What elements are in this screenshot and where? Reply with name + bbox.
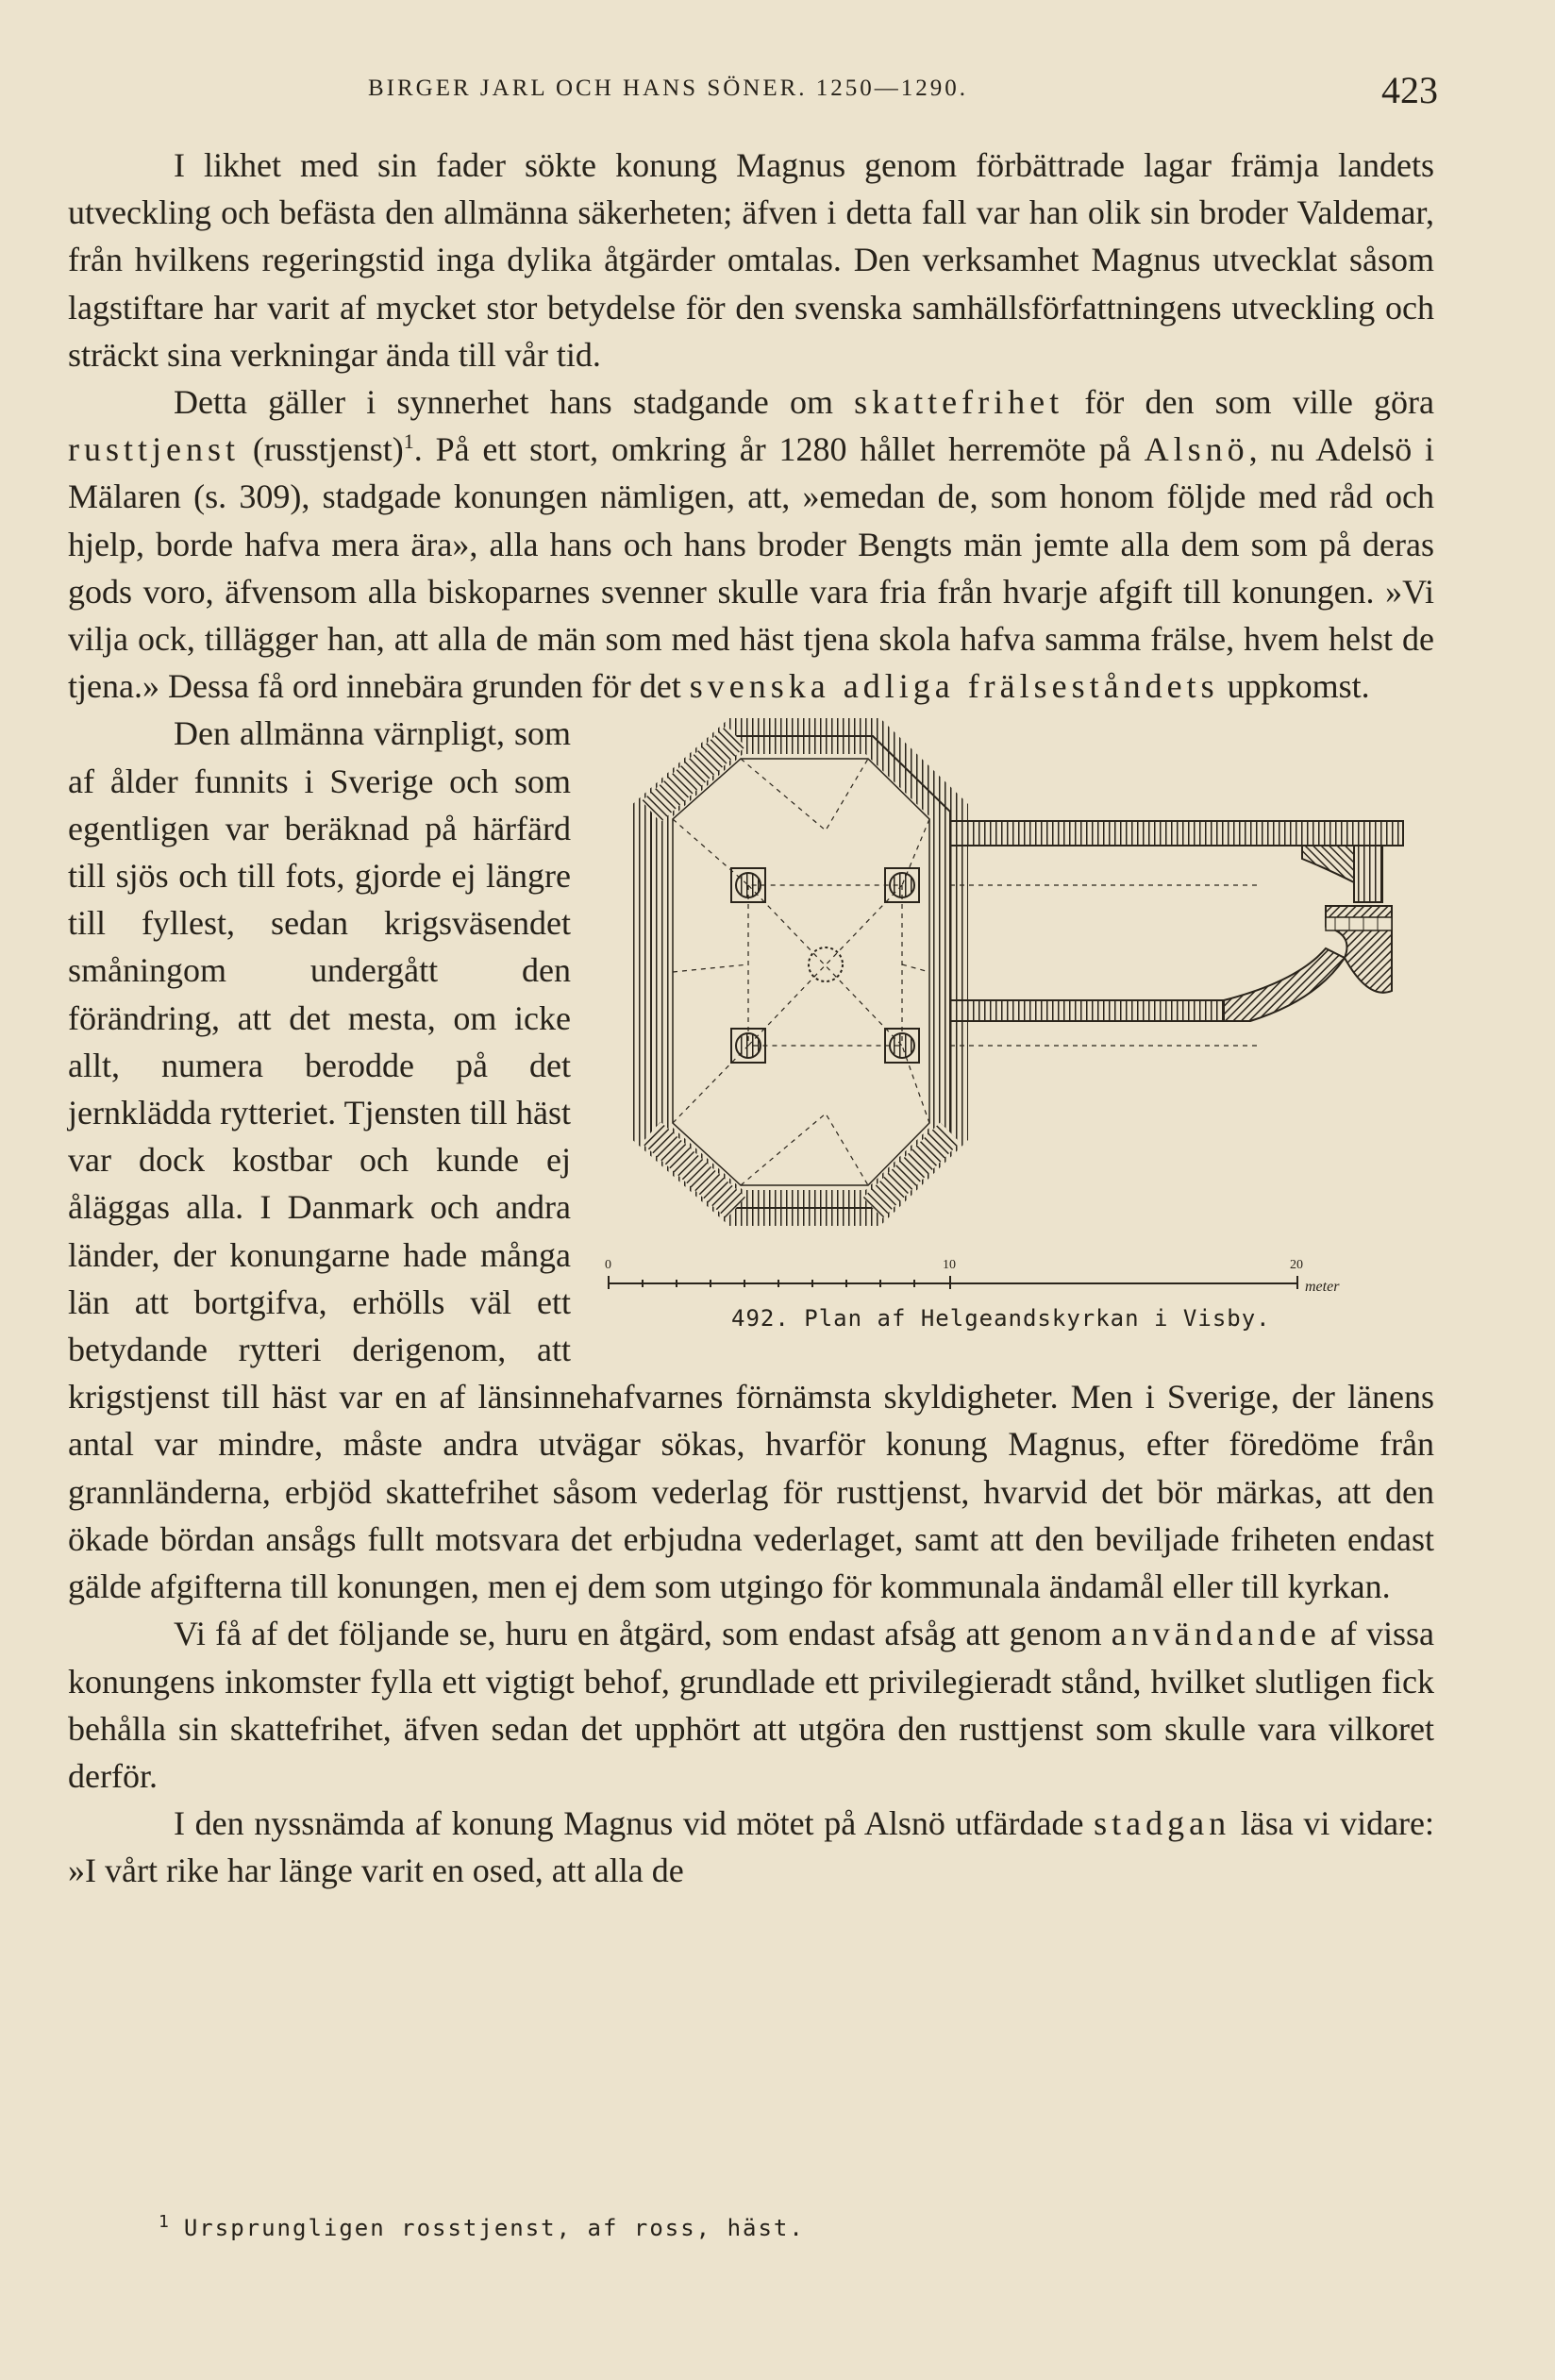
running-title: BIRGER JARL OCH HANS SÖNER. 1250—1290.	[368, 75, 969, 101]
p2-text-c: (russtjenst)	[252, 430, 404, 469]
footnote-text: Ursprungligen rosstjenst, af ross, häst.	[183, 2215, 805, 2241]
p2-text-d: . På ett stort, omkring år 1280 hållet herremöte på	[413, 430, 1131, 469]
scale-label-twenty: 20	[1290, 1258, 1303, 1273]
term-stadgan: stadgan	[1094, 1804, 1231, 1843]
page-header	[68, 70, 1438, 123]
p5-text-b: läsa vi vidare: »I vårt rike har länge varit en osed, att alla de	[68, 1804, 1435, 1890]
church-plan-figure	[599, 717, 1434, 1344]
p4-text-a: Vi få af det följande se, huru en åtgärd, som endast afsåg att genom	[174, 1615, 1102, 1653]
scale-label-zero: 0	[605, 1258, 611, 1273]
place-alsno: Alsnö	[1144, 430, 1249, 469]
footnote-mark: 1	[159, 2212, 171, 2232]
term-adliga-fralsestandets: svenska adliga frälseståndets	[689, 667, 1219, 706]
paragraph-2	[68, 378, 1434, 710]
figure-caption: 492. Plan af Helgeandskyrkan i Visby.	[731, 1305, 1271, 1332]
p2-text-e: , nu Adelsö i Mälaren (s. 309), stadgade konungen nämligen, att, »emedan de, som honom följde med råd och hjelp, borde hafva mera ära», alla hans och hans broder Bengts män jemte alla dem som på deras gods voro, äfvensom alla biskoparnes svenner skulle vara fria från hvarje afgift till konungen. »Vi vilja ock, tillägger han, att alla de män som med häst tjena skola hafva samma frälse, hvem helst de tjena.» Dessa få ord innebära grunden för det	[68, 430, 1435, 706]
footnote	[159, 2212, 805, 2241]
scale-bar	[609, 1276, 1297, 1289]
octagon-walls	[651, 736, 950, 1208]
paragraph-5	[68, 1800, 1434, 1894]
church-plan-drawing	[599, 717, 1434, 1344]
page-number: 423	[1381, 69, 1438, 111]
p4-text-b: af vissa konungens inkomster fylla ett vigtigt behof, grundlade ett privilegieradt stånd, hvilket slutligen fick behålla sin skattefrihet, äfven sedan det upphört att utgöra den rusttjenst som skulle vara vilkoret derför.	[68, 1615, 1435, 1795]
body-text	[68, 142, 1434, 1895]
piers	[731, 868, 919, 1063]
paragraph-1: I likhet med sin fader sökte konung Magnus genom förbättrade lagar främja landets utveckling och befästa den allmänna säkerheten; äfven i detta fall var han olik sin broder Valdemar, från hvilkens regeringstid inga dylika åtgärder omtalas. Den verksamhet Magnus utvecklat såsom lagstiftare har varit af mycket stor betydelse för den svenska samhällsförfattningens utveckling och sträckt sina verkningar ända till vår tid.	[68, 146, 1434, 374]
p2-text-a: Detta gäller i synnerhet hans stadgande om	[174, 383, 833, 422]
scale-unit: meter	[1305, 1279, 1340, 1296]
paragraph-4	[68, 1610, 1434, 1800]
footnote-ref[interactable]: 1	[403, 429, 414, 454]
term-rusttjenst: rusttjenst	[68, 430, 240, 469]
term-anvandande: användande	[1111, 1615, 1321, 1653]
p2-text-f: uppkomst.	[1227, 667, 1370, 706]
term-skattefrihet: skattefrihet	[854, 383, 1064, 422]
p5-text-a: I den nyssnämda af konung Magnus vid mötet på Alsnö utfärdade	[174, 1804, 1084, 1843]
p2-text-b: för den som ville göra	[1084, 383, 1435, 422]
paragraph-3: Den allmänna värnpligt, som af ålder funnits i Sverige och som egentligen var beräknad på härfärd till sjös och till fots, gjorde ej längre till fyllest, sedan krigsväsendet småningom undergått den förändring, att det mesta, om icke allt, numera berodde på det jernklädda rytteriet. Tjensten till häst var dock kostbar och kunde ej åläggas alla. I Danmark och andra länder, der konungarne hade många län att bortgifva, erhölls väl ett betydande rytteri derigenom, att krigstjenst till häst var en af länsinnehafvarnes förnämsta skyldigheter. Men i Sverige, der länens antal var mindre, måste andra utvägar sökas, hvarför konung Magnus, efter föredöme från grannländerna, erbjöd skattefrihet såsom vederlag för rusttjenst, hvarvid det bör märkas, att den ökade bördan ansågs fullt motsvara det erbjudna vederlaget, samt att den beviljade friheten endast gälde afgifterna till konungen, men ej dem som utgingo för kommunala ändamål eller till kyrkan.	[68, 714, 1434, 1606]
chancel-walls	[950, 821, 1403, 1021]
scale-label-ten: 10	[943, 1258, 956, 1273]
